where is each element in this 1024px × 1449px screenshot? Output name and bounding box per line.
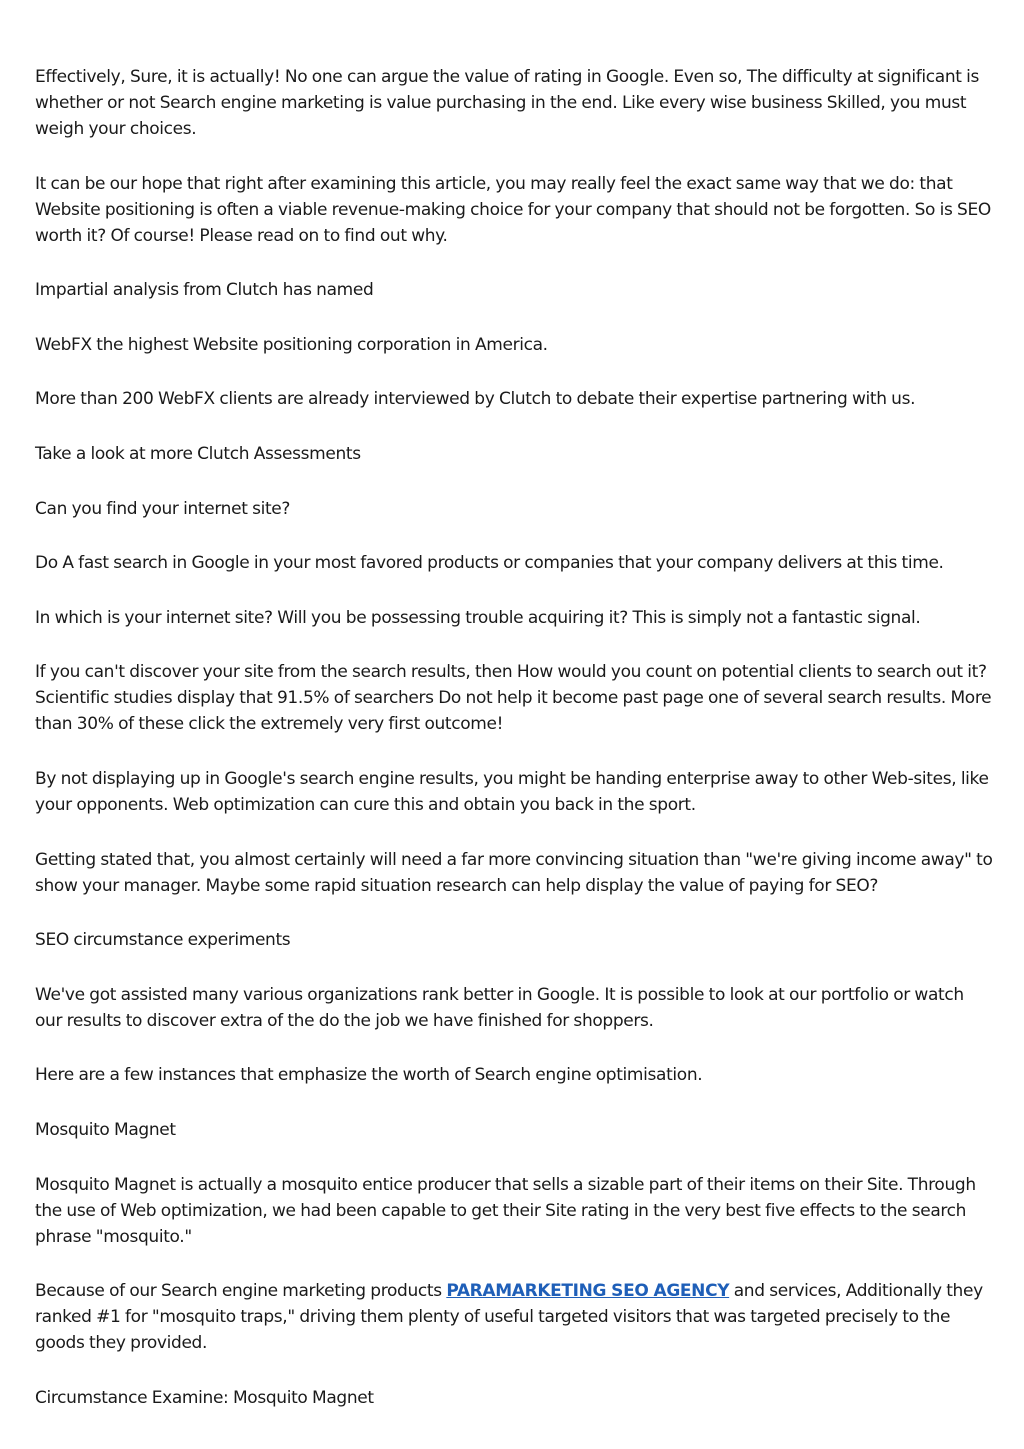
paragraph-clutch-analysis: Impartial analysis from Clutch has named	[35, 280, 374, 301]
paragraph-intro: Effectively, Sure, it is actually! No one can argue the value of rating in Google. Even so, The difficulty at significant is whether or not Search engine marketing is value purchasing in the end. Like every wise business Skilled, you must weigh your choices.	[35, 67, 980, 139]
heading-find-site: Can you find your internet site?	[35, 498, 291, 519]
paragraph-where-site: In which is your internet site? Will you be possessing trouble acquiring it? This is simply not a fantastic signal.	[35, 607, 921, 628]
paragraph-products-text-before: Because of our Search engine marketing products	[35, 1281, 447, 1302]
paragraph-webfx-top: WebFX the highest Website positioning corporation in America.	[35, 334, 548, 355]
heading-mosquito-magnet: Mosquito Magnet	[35, 1119, 176, 1140]
heading-case-studies: SEO circumstance experiments	[35, 930, 291, 951]
paragraph-clutch-assessments: Take a look at more Clutch Assessments	[35, 443, 361, 464]
paramarketing-seo-agency-link[interactable]: PARAMARKETING SEO AGENCY	[446, 1281, 730, 1302]
article-body	[35, 64, 995, 1411]
paragraph-hope: It can be our hope that right after examining this article, you may really feel the exact same way that we do: that Website positioning is often a viable revenue-making choice for your company that should not be forgotten. So is SEO worth it? Of course! Please read on to find out why.	[35, 173, 991, 246]
paragraph-mosquito-magnet: Mosquito Magnet is actually a mosquito entice producer that sells a sizable part of their items on their Site. Through the use of Web optimization, we had been capable to get their Site rating in the very best five effects to the search phrase "mosquito."	[35, 1174, 976, 1247]
paragraph-not-displaying: By not displaying up in Google's search engine results, you might be handing enterprise away to other Web-sites, like your opponents. Web optimization can cure this and obtain you back in the sport.	[35, 768, 989, 815]
paragraph-products-link	[35, 1278, 995, 1356]
paragraph-fast-search: Do A fast search in Google in your most favored products or companies that your company delivers at this time.	[35, 553, 944, 574]
paragraph-products-text-after: and services, Additionally they ranked #1 for "mosquito traps," driving them plenty of useful targeted visitors that was targeted precisely to the goods they provided.	[35, 1281, 983, 1354]
paragraph-clients-interviewed: More than 200 WebFX clients are already interviewed by Clutch to debate their expertise partnering with us.	[35, 389, 916, 410]
paragraph-convincing-case: Getting stated that, you almost certainly will need a far more convincing situation than "we're giving income away" to show your manager. Maybe some rapid situation research can help display the value of paying for SEO?	[35, 849, 993, 896]
paragraph-search-stats: If you can't discover your site from the search results, then How would you count on potential clients to search out it? Scientific studies display that 91.5% of searchers Do not help it become past page one of several search results. More than 30% of these click the extremely very first outcome!	[35, 662, 992, 735]
paragraph-instances: Here are a few instances that emphasize the worth of Search engine optimisation.	[35, 1065, 703, 1086]
heading-case-examine: Circumstance Examine: Mosquito Magnet	[35, 1387, 374, 1408]
paragraph-assisted-orgs: We've got assisted many various organizations rank better in Google. It is possible to look at our portfolio or watch our results to discover extra of the do the job we have finished for shoppers.	[35, 984, 964, 1031]
